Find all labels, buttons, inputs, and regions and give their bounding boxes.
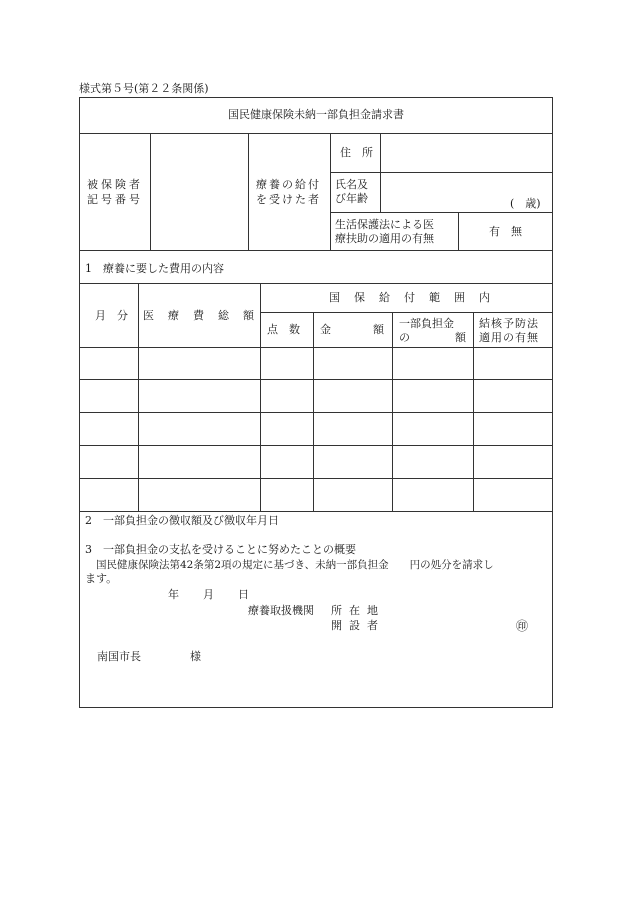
welfare-label-line1: 生活保護法による医 <box>335 218 434 231</box>
col-month: 月 分 <box>95 309 128 322</box>
col-amount-right: 額 <box>373 323 384 336</box>
col-amount-left: 金 <box>320 323 331 336</box>
rule <box>80 412 552 413</box>
rule <box>330 212 552 213</box>
address-label: 住 所 <box>340 146 373 159</box>
recipient-label-line1: 療養の給付 <box>256 178 321 191</box>
rule <box>458 212 459 250</box>
name-age-label-line2: び年齢 <box>335 192 368 205</box>
institution-label: 療養取扱機関 <box>248 604 314 617</box>
col-tb-line2: 適用の有無 <box>479 331 539 344</box>
col-copay-line2-left: の <box>399 331 410 344</box>
request-body-line1: 国民健康保険法第42条第2項の規定に基づき、未納一部負担金 円の処分を請求し <box>96 559 494 571</box>
col-copay-line1: 一部負担金 <box>399 317 454 330</box>
founder-label: 開設者 <box>331 619 385 632</box>
rule <box>80 478 552 479</box>
rule <box>80 347 552 348</box>
rule <box>248 133 249 250</box>
rule <box>260 312 552 313</box>
section1-heading: 1 療養に要した費用の内容 <box>85 262 224 275</box>
rule <box>80 445 552 446</box>
rule <box>313 312 314 511</box>
rule <box>80 379 552 380</box>
form-number: 様式第５号(第２２条関係) <box>79 82 209 95</box>
section3-heading: 3 一部負担金の支払を受けることに努めたことの概要 <box>85 543 356 556</box>
form-title: 国民健康保険未納一部負担金請求書 <box>228 108 404 121</box>
insured-label-line1: 被保険者 <box>87 178 143 191</box>
col-points: 点 数 <box>267 323 300 336</box>
rule <box>138 283 139 511</box>
rule <box>473 312 474 511</box>
date-year: 年 <box>168 588 179 601</box>
col-total-cost: 医療費総額 <box>143 309 268 322</box>
name-age-label-line1: 氏名及 <box>335 178 368 191</box>
welfare-value: 有 無 <box>489 225 522 238</box>
col-tb-line1: 結核予防法 <box>479 317 539 330</box>
location-label: 所在地 <box>331 604 385 617</box>
date-day: 日 <box>238 588 249 601</box>
rule <box>150 133 151 250</box>
request-body-line2: ます。 <box>85 572 118 585</box>
rule <box>80 283 552 284</box>
section2-heading: 2 一部負担金の徴収額及び徴収年月日 <box>85 514 279 527</box>
age-field: ( 歳) <box>510 197 541 210</box>
mayor-label: 南国市長 <box>97 650 141 663</box>
rule <box>330 133 331 250</box>
rule <box>392 312 393 511</box>
seal-mark: ㊞ <box>516 619 529 633</box>
recipient-label-line2: を受けた者 <box>256 193 321 206</box>
rule <box>80 250 552 251</box>
welfare-label-line2: 療扶助の適用の有無 <box>335 232 434 245</box>
col-copay-line2-right: 額 <box>455 331 466 344</box>
rule <box>330 172 552 173</box>
insured-label-line2: 記号番号 <box>87 193 143 206</box>
rule <box>380 133 381 212</box>
date-month: 月 <box>203 588 214 601</box>
col-insurance-range: 国保給付範囲内 <box>329 291 504 304</box>
rule <box>80 511 552 512</box>
honorific-label: 様 <box>190 650 201 663</box>
